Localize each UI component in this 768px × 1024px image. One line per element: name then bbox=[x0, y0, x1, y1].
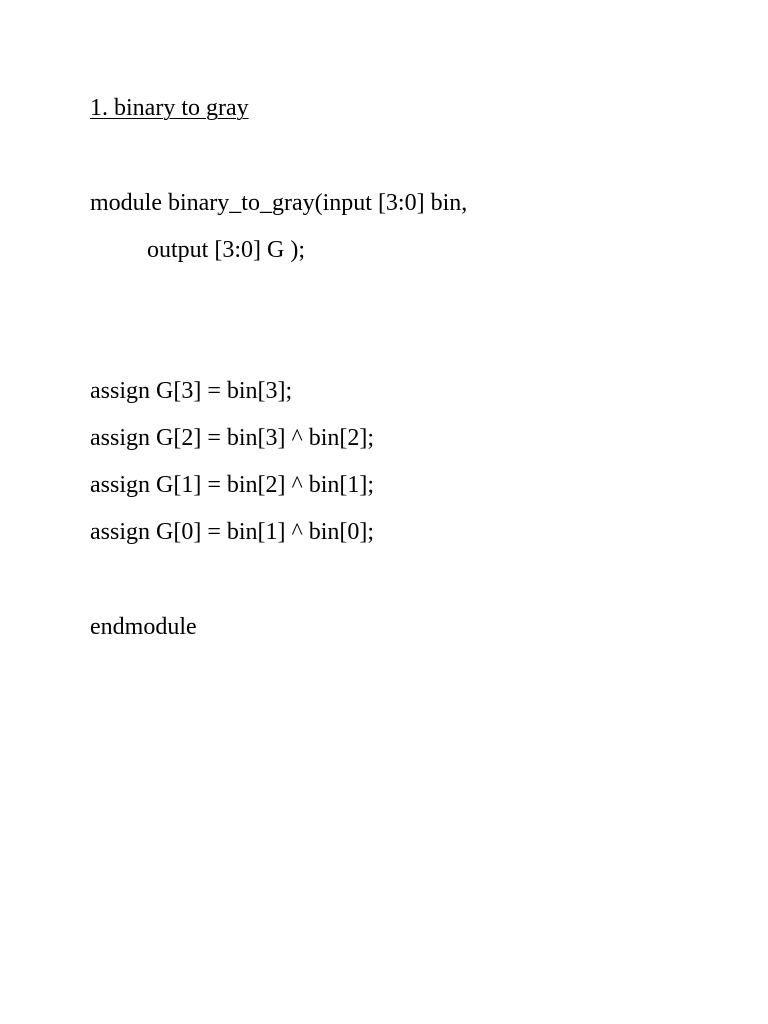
endmodule-line: endmodule bbox=[90, 614, 197, 640]
section-heading: 1. binary to gray bbox=[90, 95, 249, 121]
module-declaration-line: module binary_to_gray(input [3:0] bin, bbox=[90, 190, 468, 216]
assign-line-g1: assign G[1] = bin[2] ^ bin[1]; bbox=[90, 472, 375, 498]
assign-line-g0: assign G[0] = bin[1] ^ bin[0]; bbox=[90, 519, 375, 545]
assign-line-g2: assign G[2] = bin[3] ^ bin[2]; bbox=[90, 425, 375, 451]
module-output-port-line: output [3:0] G ); bbox=[147, 237, 305, 263]
assign-line-g3: assign G[3] = bin[3]; bbox=[90, 378, 293, 404]
